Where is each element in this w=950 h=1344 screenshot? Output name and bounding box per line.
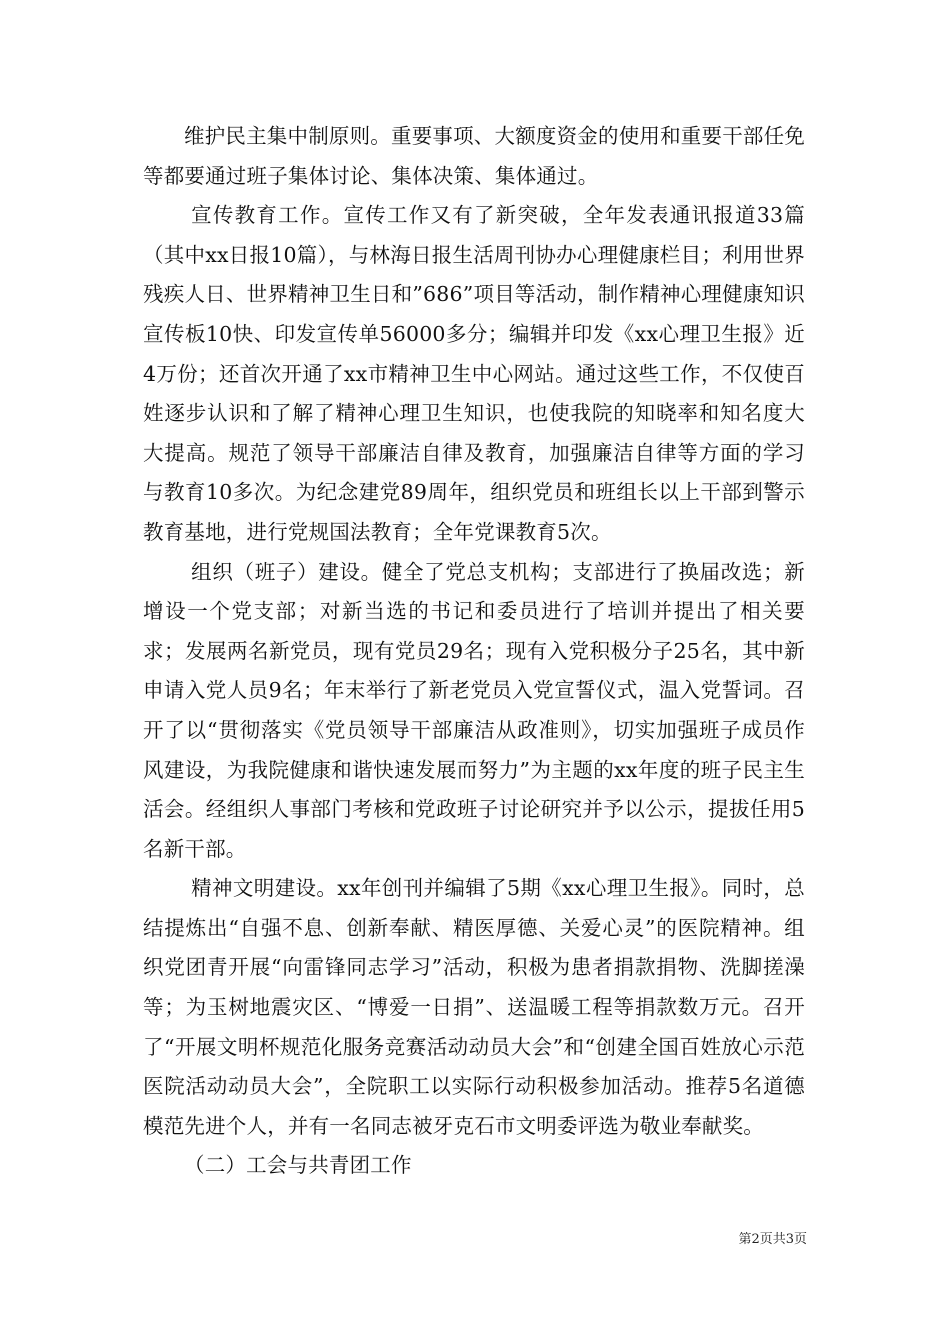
paragraph-democratic-centralism: 维护民主集中制原则。重要事项、大额度资金的使用和重要干部任免等都要通过班子集体讨论、集体决策、集体通过。 <box>143 124 805 188</box>
paragraph-spiritual-civilization: 精神文明建设。xx年创刊并编辑了5期《xx心理卫生报》。同时，总结提炼出“自强不息、创新奉献、精医厚德、关爱心灵”的医院精神。组织党团青开展“向雷锋同志学习”活动，积极为患者捐款捐物、洗脚搓澡等；为玉树地震灾区、“博爱一日捐”、送温暖工程等捐款数万元。召开了“开展文明杯规范化服务竞赛活动动员大会”和“创建全国百姓放心示范医院活动动员大会”，全院职工以实际行动积极参加活动。推荐5名道德模范先进个人，并有一名同志被牙克石市文明委评选为敬业奉献奖。 <box>143 876 805 1138</box>
document-body <box>143 117 805 1186</box>
paragraph-publicity-education: 宣传教育工作。宣传工作又有了新突破，全年发表通讯报道33篇（其中xx日报10篇），与林海日报生活周刊协办心理健康栏目；利用世界残疾人日、世界精神卫生日和”686”项目等活动，制作精神心理健康知识宣传板10快、印发宣传单56000多分；编辑并印发《xx心理卫生报》近4万份；还首次开通了xx市精神卫生中心网站。通过这些工作，不仅使百姓逐步认识和了解了精神心理卫生知识，也使我院的知晓率和知名度大大提高。规范了领导干部廉洁自律及教育，加强廉洁自律等方面的学习与教育10多次。为纪念建党89周年，组织党员和班组长以上干部到警示教育基地，进行党规国法教育；全年党课教育5次。 <box>143 203 805 544</box>
page-number-footer: 第2页共3页 <box>738 1232 807 1247</box>
section-heading-union-youth-league: （二）工会与共青团工作 <box>184 1153 412 1178</box>
paragraph-organization-building: 组织（班子）建设。健全了党总支机构；支部进行了换届改选；新增设一个党支部；对新当选的书记和委员进行了培训并提出了相关要求；发展两名新党员，现有党员29名；现有入党积极分子25名，其中新申请入党人员9名；年末举行了新老党员入党宣誓仪式，温入党誓词。召开了以“贯彻落实《党员领导干部廉洁从政准则》，切实加强班子成员作风建设，为我院健康和谐快速发展而努力”为主题的xx年度的班子民主生活会。经组织人事部门考核和党政班子讨论研究并予以公示，提拔任用5名新干部。 <box>143 559 805 861</box>
